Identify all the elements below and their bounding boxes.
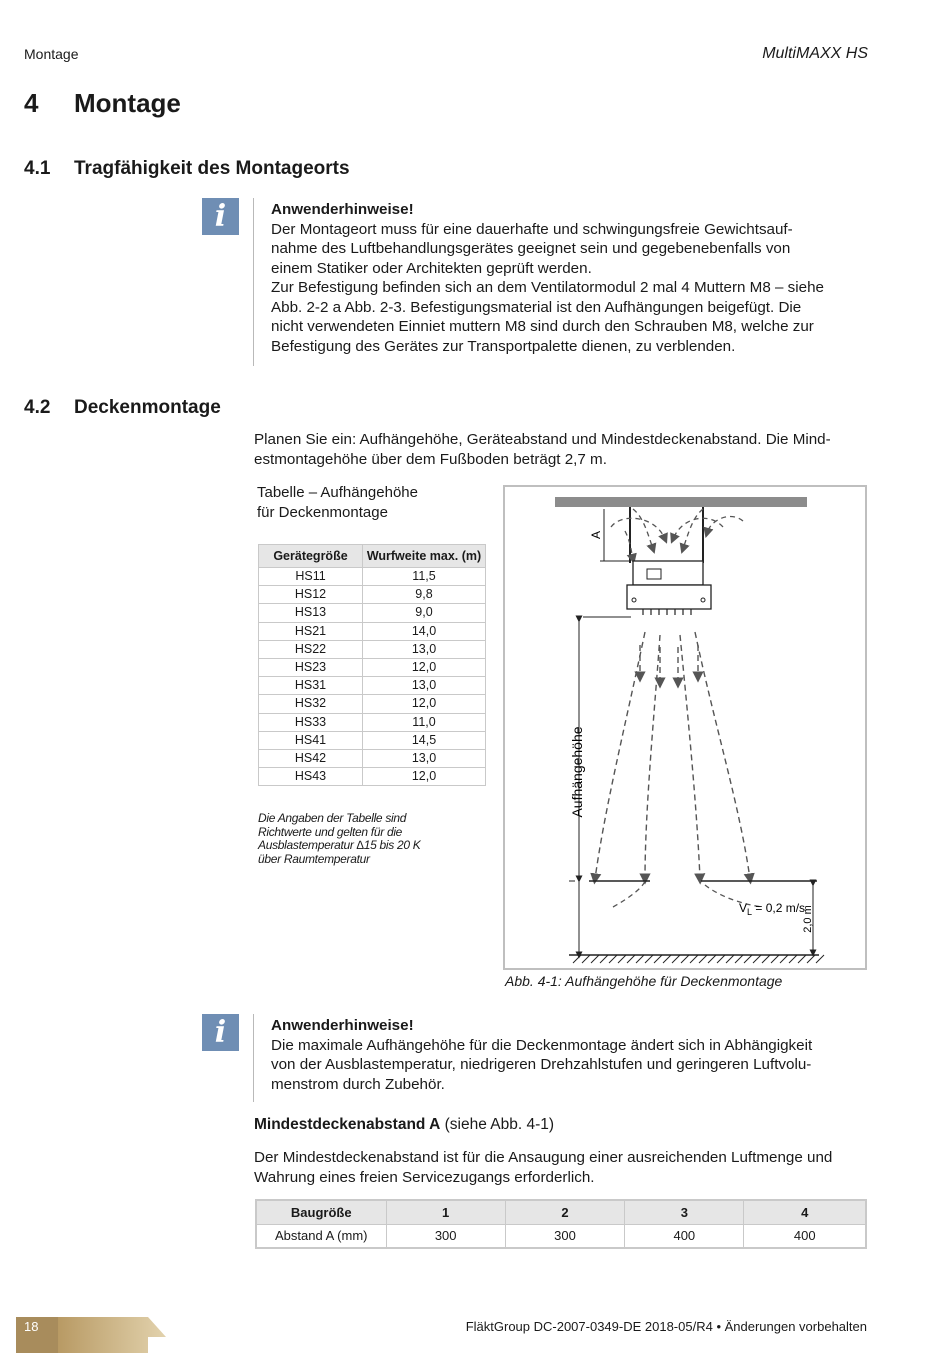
unit-size-cell: HS21 [259,622,363,640]
outlet-module [627,585,711,609]
table-row [256,1224,866,1248]
velocity-subscript: L [747,907,753,917]
hatch-line [762,955,770,963]
hatch-line [771,955,779,963]
outlet-louvres [643,609,691,615]
throw-distance-cell: 13,0 [363,640,486,658]
chapter-title: Montage [74,88,181,118]
table-row [259,586,486,604]
mounting-height-figure [503,485,867,970]
hatch-line [744,955,752,963]
header-section-label: Montage [24,46,79,62]
label-floor-clearance: 2,0 m [802,905,814,933]
table-footnote [258,812,468,866]
note-line: nicht verwendeten Einniet muttern M8 sind durch den Schrauben M8, welche zur [271,318,814,335]
info-icon: i [202,1014,239,1051]
chapter-heading [24,88,181,119]
user-note-1 [271,200,871,356]
hatch-line [618,955,626,963]
throw-distance-cell: 9,8 [363,586,486,604]
text-line: Wahrung eines freien Servicezugangs erforderlich. [254,1168,595,1186]
figure-caption: Abb. 4-1: Aufhängehöhe für Deckenmontage [505,973,783,989]
footer-doc-reference: FläktGroup DC-2007-0349-DE 2018-05/R4 • Änderungen vorbehalten [465,1319,867,1334]
unit-size-cell: HS23 [259,658,363,676]
hatch-line [807,955,815,963]
unit-size-cell: HS43 [259,768,363,786]
note-divider [253,1014,254,1102]
text-line: Tabelle – Aufhängehöhe [257,484,418,501]
discharge-air-arrows [595,632,750,879]
hatch-line [726,955,734,963]
label-mounting-height: Aufhängehöhe [569,726,585,818]
table-row [259,768,486,786]
text-line: Der Mindestdeckenabstand ist für die Ansaugung einer ausreichenden Luftmenge und [254,1149,833,1166]
note-line: Die maximale Aufhängehöhe für die Deckenmontage ändert sich in Abhängigkeit [271,1036,813,1054]
section-title: Deckenmontage [74,397,221,418]
table-cell: 300 [386,1224,505,1248]
note-line: von der Ausblastemperatur, niedrigeren Drehzahlstufen und geringeren Luftvolu- [271,1056,812,1073]
text-line: Ausblastemperatur ∆15 bis 20 K [258,838,421,852]
text-line: über Raumtemperatur [258,851,370,866]
table-caption [257,483,418,523]
ceiling-mount-diagram [505,487,869,972]
throw-distance-cell: 13,0 [363,677,486,695]
label-velocity [739,901,805,917]
hatch-line [591,955,599,963]
hatch-line [600,955,608,963]
subheading-bold: Mindestdeckenabstand A [254,1116,441,1133]
unit-size-cell: HS33 [259,713,363,731]
hatch-line [663,955,671,963]
table-row [259,604,486,622]
unit-size-cell: HS42 [259,749,363,767]
section-number: 4.1 [24,158,51,179]
hatch-line [708,955,716,963]
hatch-line [681,955,689,963]
table-header-throw: Wurfweite max. (m) [363,545,486,568]
throw-distance-cell: 12,0 [363,768,486,786]
section-title: Tragfähigkeit des Montageorts [74,158,350,179]
hatch-line [645,955,653,963]
note-title: Anwenderhinweise! [271,201,414,218]
unit-size-cell: HS31 [259,677,363,695]
table-header: Baugröße [256,1200,386,1224]
throw-distance-cell: 11,0 [363,713,486,731]
hatch-line [582,955,590,963]
table-header-size: Gerätegröße [259,545,363,568]
intro-paragraph [254,430,869,469]
note-line: menstrom durch Zubehör. [271,1075,445,1093]
user-note-2 [271,1016,871,1094]
section-heading-4-2 [24,397,221,419]
throw-distance-cell: 12,0 [363,658,486,676]
subheading-rest: (siehe Abb. 4-1) [440,1116,555,1133]
header-product-name: MultiMAXX HS [762,45,868,62]
ceiling [555,497,807,507]
table-row [259,658,486,676]
table-header: 4 [744,1200,866,1224]
hatch-line [573,955,581,963]
text-line: Die Angaben der Tabelle sind [258,811,407,825]
unit-size-cell: HS41 [259,731,363,749]
table-cell: 400 [744,1224,866,1248]
section-number: 4.2 [24,397,51,418]
min-distance-paragraph [254,1148,869,1187]
table-header: 1 [386,1200,505,1224]
table-row [259,677,486,695]
hatch-line [798,955,806,963]
throw-distance-cell: 9,0 [363,604,486,622]
table-cell: 300 [505,1224,624,1248]
note-line: Zur Befestigung befinden sich an dem Ventilatormodul 2 mal 4 Muttern M8 – siehe [271,279,824,296]
throw-distance-cell: 14,0 [363,622,486,640]
note-line: Abb. 2-2 a Abb. 2-3. Befestigungsmaterial ist den Aufhängungen beigefügt. Die [271,298,802,316]
velocity-value: = 0,2 m/s [752,901,806,915]
hatch-line [627,955,635,963]
table-row [259,568,486,586]
throw-distance-cell: 11,5 [363,568,486,586]
velocity-symbol: V [739,901,748,915]
table-row [259,749,486,767]
throw-distance-table [258,544,486,786]
unit-size-cell: HS11 [259,568,363,586]
table-row [259,622,486,640]
fan-module [633,561,703,585]
hatch-line [690,955,698,963]
subheading-min-ceiling-distance [254,1116,554,1134]
table-header: 2 [505,1200,624,1224]
unit-size-cell: HS32 [259,695,363,713]
table-row [259,695,486,713]
chapter-number: 4 [24,88,39,118]
note-line: Der Montageort muss für eine dauerhafte und schwingungsfreie Gewichtsauf- [271,220,793,238]
hatch-line [753,955,761,963]
hatch-line [735,955,743,963]
table-row [259,713,486,731]
throw-distance-cell: 13,0 [363,749,486,767]
section-heading-4-1 [24,158,350,180]
hatch-line [654,955,662,963]
hatch-line [699,955,707,963]
unit-size-cell: HS22 [259,640,363,658]
note-divider [253,198,254,366]
text-line: Planen Sie ein: Aufhängehöhe, Geräteabstand und Mindestdeckenabstand. Die Mind- [254,431,831,448]
table-header: 3 [625,1200,744,1224]
text-line: estmontagehöhe über dem Fußboden beträgt 2,7 m. [254,450,607,468]
hatch-line [609,955,617,963]
info-icon: i [202,198,239,235]
label-a: A [589,530,603,540]
unit-size-cell: HS12 [259,586,363,604]
table-cell: Abstand A (mm) [256,1224,386,1248]
hatch-line [672,955,680,963]
floor-hatching [573,955,824,963]
table-row [259,640,486,658]
table-row [259,731,486,749]
unit-size-cell: HS13 [259,604,363,622]
table-cell: 400 [625,1224,744,1248]
text-line: für Deckenmontage [257,504,388,521]
hatch-line [636,955,644,963]
note-line: einem Statiker oder Architekten geprüft werden. [271,259,592,277]
throw-distance-cell: 12,0 [363,695,486,713]
hatch-line [789,955,797,963]
min-distance-table [255,1199,867,1249]
text-line: Richtwerte und gelten für die [258,824,403,839]
note-title: Anwenderhinweise! [271,1017,414,1034]
note-line: nahme des Luftbehandlungsgerätes geeignet sein und gegebenebenfalls von [271,240,791,257]
hatch-line [816,955,824,963]
hatch-line [717,955,725,963]
page-number: 18 [24,1319,39,1334]
throw-distance-cell: 14,5 [363,731,486,749]
note-line: Befestigung des Gerätes zur Transportpalette dienen, zu verblenden. [271,337,736,355]
hatch-line [780,955,788,963]
